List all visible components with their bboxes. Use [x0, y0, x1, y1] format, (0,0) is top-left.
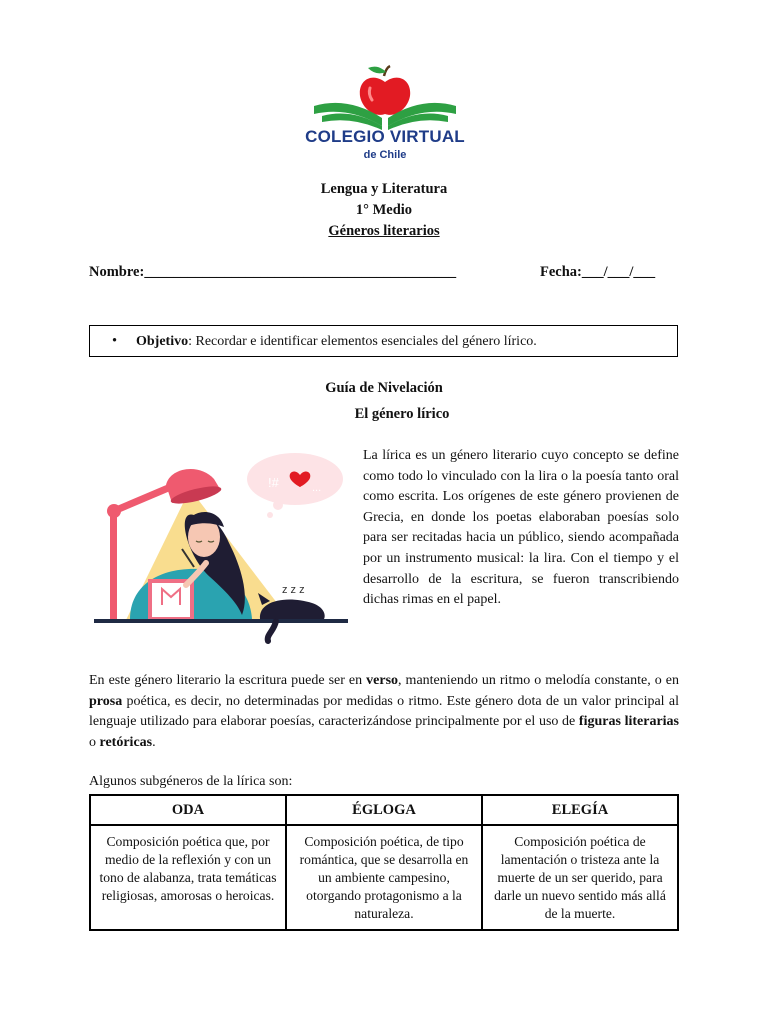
objective-description: : Recordar e identificar elementos esenciales del género lírico.: [188, 334, 537, 349]
name-field: [89, 264, 456, 281]
subject-heading: Lengua y Literatura: [320, 181, 448, 197]
bubble-dots: ...: [312, 482, 322, 494]
logo-title: COLEGIO VIRTUAL: [305, 127, 465, 146]
main-text-4: o: [89, 734, 100, 750]
objective-label: Objetivo: [136, 334, 189, 349]
subgenres-intro: Algunos subgéneros de la lírica son:: [89, 774, 293, 789]
intro-paragraph: La lírica es un género literario cuyo concepto se define como todo lo vinculado con la lira o la poesía tanto oral como escrita. Los orígenes de este género provienen de Grecia, en donde los poetas elaboraban poesías solo para ser recitadas hacia un público, siendo acompañada por un instrumento musical: la lira. Con el tiempo y el desarrollo de la escritura, se fueron transcribiendo dichas rimas en el papel.: [363, 448, 679, 608]
desc-oda: Composición poética que, por medio de la reflexión y con un tono de alabanza, trata temáticas religiosas, amorosas o heroicas.: [90, 825, 286, 930]
sleep-zzz-text: z z z: [282, 584, 305, 596]
table-header-row: [90, 795, 678, 825]
date-label: Fecha:: [540, 264, 582, 280]
header-elegia: ELEGÍA: [482, 795, 678, 825]
topic-heading-text: Géneros literarios: [328, 223, 440, 239]
objective-text: [136, 334, 537, 350]
desc-egloga: Composición poética, de tipo romántica, que se desarrolla en un ambiente campesino, otorgando protagonismo a la naturaleza.: [286, 825, 482, 930]
table-row: [90, 825, 678, 930]
guide-subtitle: El género lírico: [354, 406, 450, 422]
objective-box: [89, 325, 678, 357]
main-text-5: .: [152, 734, 156, 750]
term-retoricas: retóricas: [99, 734, 153, 750]
bubble-symbols: !#: [268, 475, 279, 490]
date-field: [540, 264, 655, 281]
main-text-2: , manteniendo un ritmo o melodía constante, o en: [398, 673, 679, 688]
logo-subtitle: de Chile: [363, 149, 407, 161]
desc-elegia: Composición poética de lamentación o tristeza ante la muerte de un ser querido, para darle un nuevo sentido más allá de la muerte.: [482, 825, 678, 930]
main-text-3: poética, es decir, no determinadas por medidas o ritmo. Este género dota de un valor principal al lenguaje utilizado para elaborar poesías, caracterizándose principalmente por el uso de: [89, 693, 679, 730]
header-egloga: ÉGLOGA: [286, 795, 482, 825]
name-label: Nombre:: [89, 264, 145, 280]
guide-title: Guía de Nivelación: [325, 380, 443, 396]
main-paragraph: [89, 671, 679, 753]
name-blank-line[interactable]: ___________________________________________: [144, 264, 457, 280]
topic-heading: [0, 223, 768, 240]
header-oda: ODA: [90, 795, 286, 825]
term-figuras-literarias: figuras literarias: [578, 714, 679, 730]
grade-heading: 1° Medio: [355, 202, 413, 218]
bullet-icon: •: [112, 333, 118, 349]
subgenres-table: [89, 794, 679, 931]
main-text-1: En este género literario la escritura puede ser en: [89, 673, 367, 688]
date-blank-line[interactable]: ___/___/___: [581, 264, 656, 280]
term-verso: verso: [366, 673, 399, 688]
girl-writing-illustration-icon: [90, 445, 352, 645]
term-prosa: prosa: [89, 693, 123, 709]
